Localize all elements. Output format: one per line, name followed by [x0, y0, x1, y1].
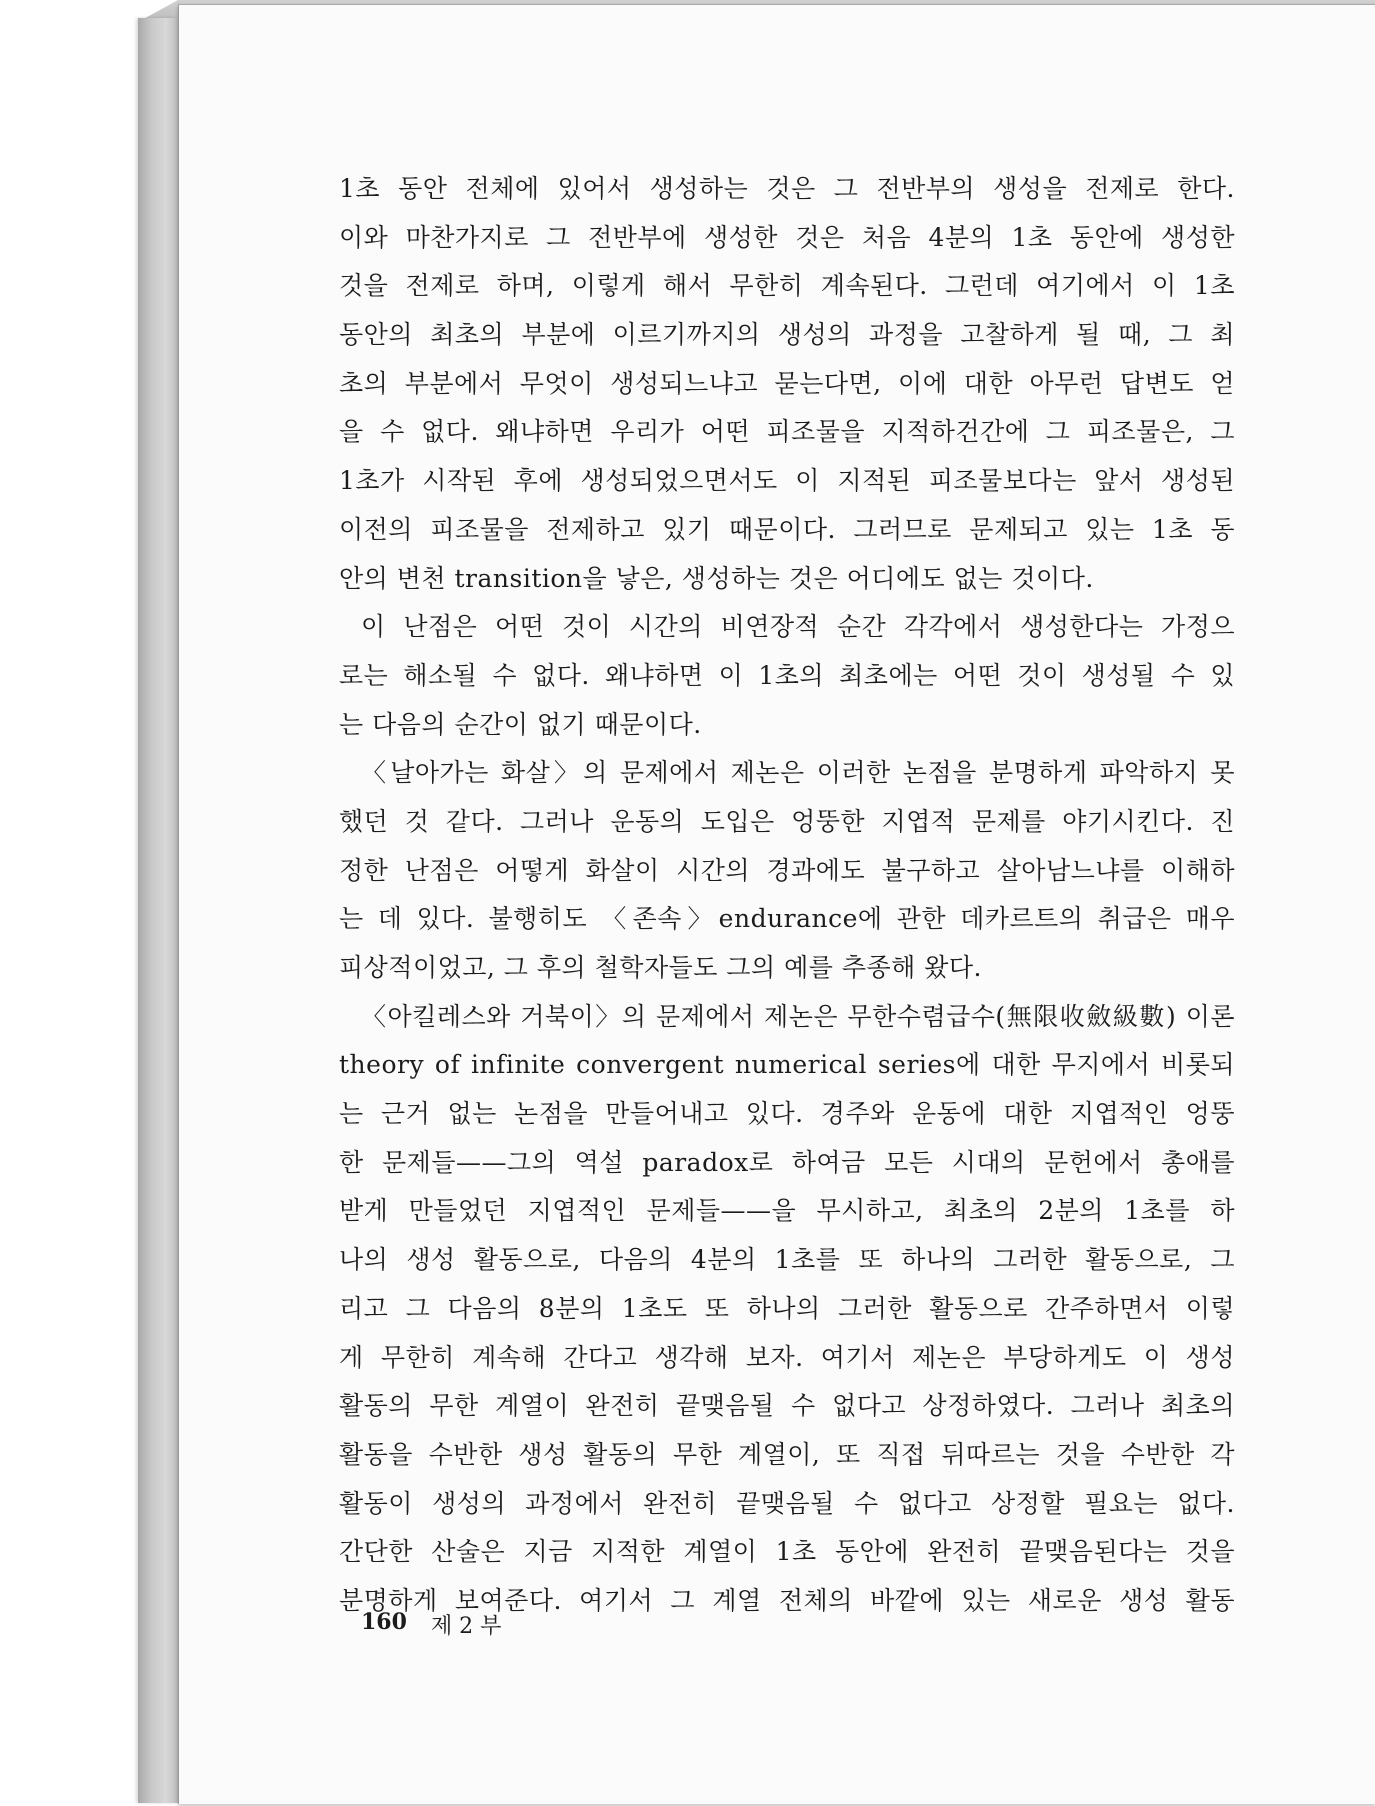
- text-line: 〈날아가는 화살〉의 문제에서 제논은 이러한 논점을 분명하게 파악하지 못: [361, 758, 1235, 788]
- text-line: 했던 것 같다. 그러나 운동의 도입은 엉뚱한 지엽적 문제를 야기시킨다. 진: [339, 806, 1235, 836]
- section-label: 제 2 부: [430, 1614, 502, 1639]
- page-footer: [361, 1609, 501, 1640]
- body-text: [339, 165, 1235, 1626]
- text-line: 활동을 수반한 생성 활동의 무한 계열이, 또 직접 뒤따르는 것을 수반한 각: [339, 1439, 1235, 1469]
- text-line: 나의 생성 활동으로, 다음의 4분의 1초를 또 하나의 그러한 활동으로, 그: [339, 1245, 1235, 1275]
- text-line: 1초가 시작된 후에 생성되었으면서도 이 지적된 피조물보다는 앞서 생성된: [339, 466, 1235, 496]
- text-line: 한 문제들——그의 역설 paradox로 하여금 모든 시대의 문헌에서 총애를: [339, 1147, 1235, 1177]
- text-line: 이 난점은 어떤 것이 시간의 비연장적 순간 각각에서 생성한다는 가정으: [361, 612, 1235, 642]
- text-line: 동안의 최초의 부분에 이르기까지의 생성의 과정을 고찰하게 될 때, 그 최: [339, 320, 1235, 350]
- text-line: 1초 동안 전체에 있어서 생성하는 것은 그 전반부의 생성을 전제로 한다.: [339, 174, 1235, 203]
- text-line: 게 무한히 계속해 간다고 생각해 보자. 여기서 제논은 부당하게도 이 생성: [339, 1342, 1235, 1372]
- text-line: 로는 해소될 수 없다. 왜냐하면 이 1초의 최초에는 어떤 것이 생성될 수 있: [339, 660, 1235, 690]
- text-line: 초의 부분에서 무엇이 생성되느냐고 묻는다면, 이에 대한 아무런 답변도 얻: [339, 368, 1235, 398]
- text-line: 이와 마찬가지로 그 전반부에 생성한 것은 처음 4분의 1초 동안에 생성한: [339, 222, 1235, 252]
- text-line: 이전의 피조물을 전제하고 있기 때문이다. 그러므로 문제되고 있는 1초 동: [339, 514, 1235, 544]
- text-line: 는 다음의 순간이 없기 때문이다.: [339, 709, 702, 739]
- text-line: 정한 난점은 어떻게 화살이 시간의 경과에도 불구하고 살아남느냐를 이해하: [339, 855, 1235, 885]
- text-line: 피상적이었고, 그 후의 철학자들도 그의 예를 추종해 왔다.: [339, 953, 982, 982]
- text-line: 안의 변천 transition을 낳은, 생성하는 것은 어디에도 없는 것이다.: [339, 563, 1094, 593]
- text-line: 것을 전제로 하며, 이렇게 해서 무한히 계속된다. 그런데 여기에서 이 1초: [339, 271, 1235, 301]
- text-line: 리고 그 다음의 8분의 1초도 또 하나의 그러한 활동으로 간주하면서 이렇: [339, 1293, 1235, 1323]
- text-line: 는 근거 없는 논점을 만들어내고 있다. 경주와 운동에 대한 지엽적인 엉뚱: [339, 1099, 1235, 1129]
- text-line: 을 수 없다. 왜냐하면 우리가 어떤 피조물을 지적하건간에 그 피조물은, 그: [339, 417, 1235, 447]
- text-line: 간단한 산술은 지금 지적한 계열이 1초 동안에 완전히 끝맺음된다는 것을: [339, 1537, 1235, 1567]
- text-line: 는 데 있다. 불행히도 〈존속〉endurance에 관한 데카르트의 취급은 매우: [339, 904, 1235, 934]
- text-line: 받게 만들었던 지엽적인 문제들——을 무시하고, 최초의 2분의 1초를 하: [339, 1196, 1235, 1226]
- text-line: theory of infinite convergent numerical series에 대한 무지에서 비롯되: [339, 1050, 1235, 1080]
- text-line: 활동의 무한 계열이 완전히 끝맺음될 수 없다고 상정하였다. 그러나 최초의: [339, 1391, 1235, 1421]
- text-line: 활동이 생성의 과정에서 완전히 끝맺음될 수 없다고 상정할 필요는 없다.: [339, 1488, 1235, 1518]
- book-page: [178, 4, 1375, 1804]
- book-spine: [138, 18, 178, 1803]
- text-line: 분명하게 보여준다. 여기서 그 계열 전체의 바깥에 있는 새로운 생성 활동: [339, 1585, 1235, 1615]
- text-line: 〈아킬레스와 거북이〉의 문제에서 제논은 무한수렴급수(無限收斂級數) 이론: [361, 1001, 1235, 1031]
- page-number: 160: [361, 1609, 407, 1635]
